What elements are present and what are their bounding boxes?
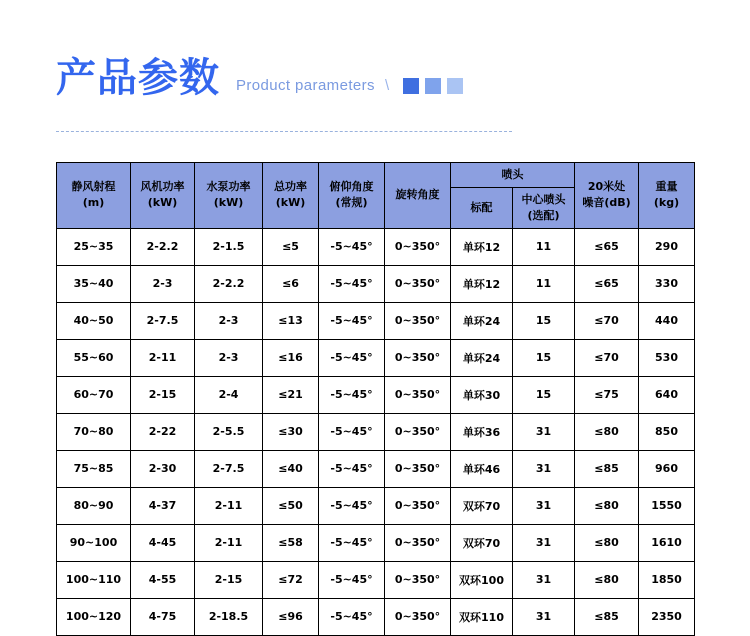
cell-nozzle-standard: 单环12 <box>451 228 513 265</box>
cell-nozzle-standard: 双环70 <box>451 487 513 524</box>
cell-rotation-angle: 0~350° <box>385 450 451 487</box>
cell-weight: 850 <box>639 413 695 450</box>
cell-nozzle-center: 31 <box>513 487 575 524</box>
cell-pump-power: 2-3 <box>195 339 263 376</box>
cell-weight: 1850 <box>639 561 695 598</box>
cell-fan-power: 4-45 <box>131 524 195 561</box>
cell-noise: ≤65 <box>575 228 639 265</box>
cell-pump-power: 2-3 <box>195 302 263 339</box>
cell-noise: ≤85 <box>575 598 639 635</box>
table-row <box>57 228 695 265</box>
cell-total-power: ≤40 <box>263 450 319 487</box>
page-header <box>56 55 469 101</box>
cell-rotation-angle: 0~350° <box>385 524 451 561</box>
cell-total-power: ≤96 <box>263 598 319 635</box>
table-row <box>57 561 695 598</box>
cell-fan-power: 4-37 <box>131 487 195 524</box>
cell-range: 70~80 <box>57 413 131 450</box>
table-row <box>57 302 695 339</box>
parameters-table <box>56 162 695 636</box>
cell-fan-power: 2-11 <box>131 339 195 376</box>
cell-weight: 1610 <box>639 524 695 561</box>
table-row <box>57 450 695 487</box>
cell-nozzle-center: 15 <box>513 376 575 413</box>
decorative-squares <box>403 78 469 94</box>
cell-total-power: ≤21 <box>263 376 319 413</box>
cell-pump-power: 2-2.2 <box>195 265 263 302</box>
cell-pitch-angle: -5~45° <box>319 302 385 339</box>
table-row <box>57 524 695 561</box>
cell-range: 35~40 <box>57 265 131 302</box>
cell-fan-power: 4-75 <box>131 598 195 635</box>
cell-pump-power: 2-1.5 <box>195 228 263 265</box>
cell-nozzle-center: 15 <box>513 339 575 376</box>
cell-rotation-angle: 0~350° <box>385 487 451 524</box>
cell-pump-power: 2-11 <box>195 524 263 561</box>
col-noise: 20米处 噪音(dB) <box>575 163 639 229</box>
cell-range: 60~70 <box>57 376 131 413</box>
cell-rotation-angle: 0~350° <box>385 339 451 376</box>
cell-pump-power: 2-18.5 <box>195 598 263 635</box>
cell-total-power: ≤6 <box>263 265 319 302</box>
table-header-row-1 <box>57 163 695 188</box>
cell-fan-power: 4-55 <box>131 561 195 598</box>
cell-nozzle-center: 31 <box>513 561 575 598</box>
cell-pitch-angle: -5~45° <box>319 339 385 376</box>
cell-pitch-angle: -5~45° <box>319 487 385 524</box>
col-fan-power: 风机功率 (kW) <box>131 163 195 229</box>
cell-range: 80~90 <box>57 487 131 524</box>
cell-noise: ≤75 <box>575 376 639 413</box>
cell-range: 25~35 <box>57 228 131 265</box>
cell-noise: ≤65 <box>575 265 639 302</box>
col-total-power: 总功率 (kW) <box>263 163 319 229</box>
cell-range: 55~60 <box>57 339 131 376</box>
cell-total-power: ≤13 <box>263 302 319 339</box>
cell-fan-power: 2-2.2 <box>131 228 195 265</box>
table-header <box>57 163 695 229</box>
cell-weight: 440 <box>639 302 695 339</box>
cell-pitch-angle: -5~45° <box>319 228 385 265</box>
cell-weight: 1550 <box>639 487 695 524</box>
col-range: 静风射程 (m) <box>57 163 131 229</box>
cell-range: 100~110 <box>57 561 131 598</box>
table-row <box>57 339 695 376</box>
cell-rotation-angle: 0~350° <box>385 598 451 635</box>
cell-pitch-angle: -5~45° <box>319 561 385 598</box>
cell-weight: 530 <box>639 339 695 376</box>
square-1-icon <box>403 78 419 94</box>
cell-rotation-angle: 0~350° <box>385 376 451 413</box>
cell-pump-power: 2-4 <box>195 376 263 413</box>
cell-total-power: ≤72 <box>263 561 319 598</box>
cell-pump-power: 2-7.5 <box>195 450 263 487</box>
cell-fan-power: 2-15 <box>131 376 195 413</box>
col-nozzle-standard: 标配 <box>451 187 513 228</box>
cell-nozzle-center: 11 <box>513 228 575 265</box>
cell-nozzle-standard: 双环110 <box>451 598 513 635</box>
cell-noise: ≤70 <box>575 339 639 376</box>
cell-noise: ≤85 <box>575 450 639 487</box>
cell-total-power: ≤5 <box>263 228 319 265</box>
cell-noise: ≤80 <box>575 413 639 450</box>
col-weight: 重量 (kg) <box>639 163 695 229</box>
cell-total-power: ≤58 <box>263 524 319 561</box>
cell-noise: ≤80 <box>575 487 639 524</box>
cell-weight: 960 <box>639 450 695 487</box>
cell-nozzle-standard: 单环24 <box>451 339 513 376</box>
page-title: 产品参数 <box>56 55 220 101</box>
cell-nozzle-center: 15 <box>513 302 575 339</box>
cell-weight: 2350 <box>639 598 695 635</box>
cell-pitch-angle: -5~45° <box>319 265 385 302</box>
col-pump-power: 水泵功率 (kW) <box>195 163 263 229</box>
cell-rotation-angle: 0~350° <box>385 265 451 302</box>
cell-noise: ≤70 <box>575 302 639 339</box>
cell-rotation-angle: 0~350° <box>385 413 451 450</box>
cell-fan-power: 2-30 <box>131 450 195 487</box>
col-pitch-angle: 俯仰角度 (常规) <box>319 163 385 229</box>
table-row <box>57 376 695 413</box>
col-rotation-angle: 旋转角度 <box>385 163 451 229</box>
cell-pitch-angle: -5~45° <box>319 524 385 561</box>
page-subtitle: Product parameters <box>236 77 375 94</box>
cell-nozzle-standard: 单环12 <box>451 265 513 302</box>
cell-nozzle-center: 31 <box>513 450 575 487</box>
cell-weight: 290 <box>639 228 695 265</box>
table-row <box>57 487 695 524</box>
cell-fan-power: 2-7.5 <box>131 302 195 339</box>
col-nozzle-group: 喷头 <box>451 163 575 188</box>
cell-rotation-angle: 0~350° <box>385 561 451 598</box>
cell-nozzle-center: 31 <box>513 413 575 450</box>
cell-noise: ≤80 <box>575 524 639 561</box>
cell-pitch-angle: -5~45° <box>319 598 385 635</box>
parameters-table-wrapper <box>56 162 694 636</box>
cell-range: 75~85 <box>57 450 131 487</box>
cell-nozzle-center: 31 <box>513 524 575 561</box>
cell-total-power: ≤16 <box>263 339 319 376</box>
cell-rotation-angle: 0~350° <box>385 302 451 339</box>
cell-nozzle-standard: 单环46 <box>451 450 513 487</box>
cell-nozzle-center: 31 <box>513 598 575 635</box>
cell-pitch-angle: -5~45° <box>319 413 385 450</box>
col-nozzle-center: 中心喷头 (选配) <box>513 187 575 228</box>
cell-nozzle-standard: 单环36 <box>451 413 513 450</box>
cell-total-power: ≤50 <box>263 487 319 524</box>
square-3-icon <box>447 78 463 94</box>
cell-pitch-angle: -5~45° <box>319 450 385 487</box>
cell-pitch-angle: -5~45° <box>319 376 385 413</box>
cell-pump-power: 2-11 <box>195 487 263 524</box>
slash-separator: \ <box>384 77 390 94</box>
cell-nozzle-standard: 双环100 <box>451 561 513 598</box>
cell-range: 90~100 <box>57 524 131 561</box>
cell-weight: 640 <box>639 376 695 413</box>
cell-pump-power: 2-15 <box>195 561 263 598</box>
table-row <box>57 598 695 635</box>
table-row <box>57 413 695 450</box>
cell-nozzle-standard: 单环30 <box>451 376 513 413</box>
cell-nozzle-standard: 双环70 <box>451 524 513 561</box>
square-2-icon <box>425 78 441 94</box>
cell-fan-power: 2-22 <box>131 413 195 450</box>
table-body <box>57 228 695 635</box>
dashed-divider <box>56 131 512 132</box>
cell-nozzle-center: 11 <box>513 265 575 302</box>
cell-fan-power: 2-3 <box>131 265 195 302</box>
cell-total-power: ≤30 <box>263 413 319 450</box>
cell-range: 100~120 <box>57 598 131 635</box>
cell-weight: 330 <box>639 265 695 302</box>
cell-noise: ≤80 <box>575 561 639 598</box>
table-row <box>57 265 695 302</box>
cell-pump-power: 2-5.5 <box>195 413 263 450</box>
cell-rotation-angle: 0~350° <box>385 228 451 265</box>
cell-range: 40~50 <box>57 302 131 339</box>
cell-nozzle-standard: 单环24 <box>451 302 513 339</box>
